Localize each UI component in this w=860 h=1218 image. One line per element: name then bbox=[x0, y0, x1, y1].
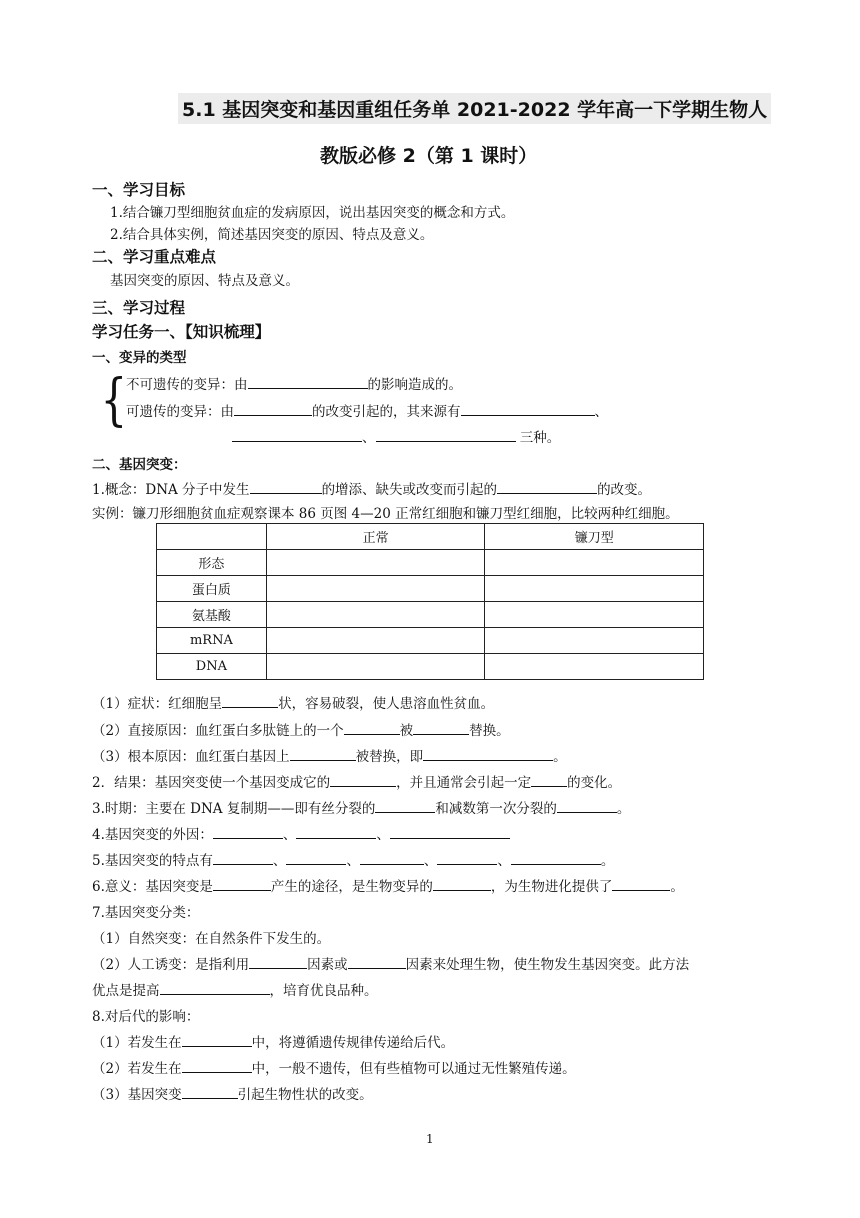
table-header-cell: 正常 bbox=[266, 524, 485, 550]
significance-line: 6.意义：基因突变是 产生的途径，是生物变异的 ，为生物进化提供了 。 bbox=[92, 875, 684, 895]
variation-line-3: 、 三种。 bbox=[232, 426, 560, 446]
table-cell bbox=[485, 602, 704, 628]
classification-induced-cont: 优点是提高 ，培育优良品种。 bbox=[92, 979, 378, 999]
table-cell bbox=[485, 628, 704, 654]
variation-line-2: 可遗传的变异：由 的改变引起的，其来源有 、 bbox=[126, 400, 608, 420]
table-cell bbox=[266, 602, 485, 628]
page-number: 1 bbox=[426, 1132, 434, 1146]
row-label: DNA bbox=[157, 654, 267, 680]
classification-natural: （1）自然突变：在自然条件下发生的。 bbox=[92, 931, 331, 947]
offspring-line-3: （3）基因突变 引起生物性状的改变。 bbox=[92, 1083, 373, 1103]
timing-line: 3.时期：主要在 DNA 复制期——即有丝分裂的 和减数第一次分裂的 。 bbox=[92, 797, 630, 817]
classification-heading: 7.基因突变分类： bbox=[92, 905, 200, 921]
table-row bbox=[157, 654, 704, 680]
table-row bbox=[157, 628, 704, 654]
row-label: 蛋白质 bbox=[157, 576, 267, 602]
row-label: 形态 bbox=[157, 550, 267, 576]
comparison-table bbox=[156, 523, 704, 680]
table-cell bbox=[266, 550, 485, 576]
table-header-cell bbox=[157, 524, 267, 550]
goal-1: 1.结合镰刀型细胞贫血症的发病原因，说出基因突变的概念和方式。 bbox=[110, 205, 515, 221]
row-label: 氨基酸 bbox=[157, 602, 267, 628]
example-line: 实例：镰刀形细胞贫血症观察课本 86 页图 4—20 正常红细胞和镰刀型红细胞，比较两种红细胞。 bbox=[92, 506, 679, 522]
document-title-line1: 5.1 基因突变和基因重组任务单 2021-2022 学年高一下学期生物人 bbox=[178, 93, 771, 124]
symptom-line: （1）症状：红细胞呈 状，容易破裂，使人患溶血性贫血。 bbox=[92, 692, 494, 712]
root-cause-line: （3）根本原因：血红蛋白基因上 被替换，即 。 bbox=[92, 745, 567, 765]
offspring-heading: 8.对后代的影响： bbox=[92, 1009, 200, 1025]
brace-symbol: { bbox=[100, 368, 128, 433]
section-heading-key-points: 二、学习重点难点 bbox=[92, 248, 217, 266]
concept-line: 1.概念：DNA 分子中发生 的增添、缺失或改变而引起的 的改变。 bbox=[92, 478, 651, 498]
variation-types-heading: 一、变异的类型 bbox=[92, 350, 187, 366]
table-header-cell: 镰刀型 bbox=[485, 524, 704, 550]
document-title-line2: 教版必修 2（第 1 课时） bbox=[320, 145, 538, 167]
table-row bbox=[157, 602, 704, 628]
section-heading-goals: 一、学习目标 bbox=[92, 181, 186, 199]
key-points-text: 基因突变的原因、特点及意义。 bbox=[110, 273, 299, 289]
table-cell bbox=[485, 550, 704, 576]
classification-induced: （2）人工诱变：是指利用 因素或 因素来处理生物，使生物发生基因突变。此方法 bbox=[92, 953, 689, 973]
variation-line-1: 不可遗传的变异：由 的影响造成的。 bbox=[126, 373, 462, 393]
table-row bbox=[157, 576, 704, 602]
mutation-heading: 二、基因突变： bbox=[92, 457, 187, 473]
task-heading: 学习任务一、【知识梳理】 bbox=[92, 323, 271, 341]
section-heading-process: 三、学习过程 bbox=[92, 299, 186, 317]
table-cell bbox=[266, 654, 485, 680]
external-cause-line: 4.基因突变的外因： 、 、 bbox=[92, 823, 510, 843]
table-cell bbox=[485, 576, 704, 602]
table-cell bbox=[266, 628, 485, 654]
direct-cause-line: （2）直接原因：血红蛋白多肽链上的一个 被 替换。 bbox=[92, 719, 510, 739]
table-header-row bbox=[157, 524, 704, 550]
table-row bbox=[157, 550, 704, 576]
offspring-line-2: （2）若发生在 中，一般不遗传，但有些植物可以通过无性繁殖传递。 bbox=[92, 1057, 576, 1077]
features-line: 5.基因突变的特点有 、 、 、 、 。 bbox=[92, 849, 614, 869]
row-label: mRNA bbox=[157, 628, 267, 654]
table-cell bbox=[485, 654, 704, 680]
table-cell bbox=[266, 576, 485, 602]
goal-2: 2.结合具体实例，简述基因突变的原因、特点及意义。 bbox=[110, 227, 434, 243]
offspring-line-1: （1）若发生在 中，将遵循遗传规律传递给后代。 bbox=[92, 1031, 454, 1051]
result-line: 2．结果：基因突变使一个基因变成它的 ，并且通常会引起一定 的变化。 bbox=[92, 771, 621, 791]
